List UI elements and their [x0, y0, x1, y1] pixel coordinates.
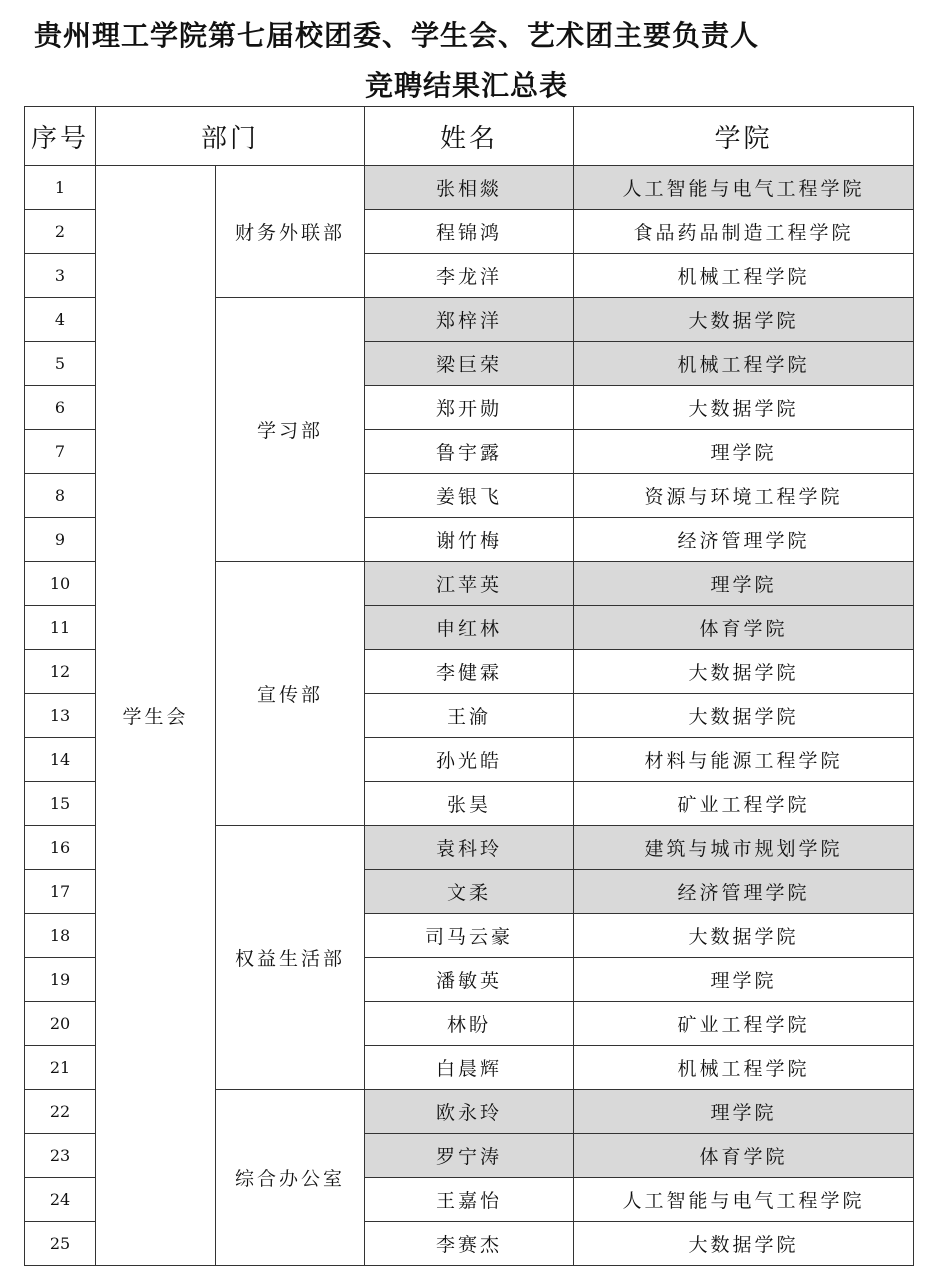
college-name: 人工智能与电气工程学院 — [574, 166, 914, 210]
person-name: 欧永玲 — [365, 1090, 574, 1134]
row-number: 2 — [25, 210, 96, 254]
table-header-row — [25, 107, 914, 166]
person-name: 申红林 — [365, 606, 574, 650]
row-number: 17 — [25, 870, 96, 914]
person-name: 谢竹梅 — [365, 518, 574, 562]
department-cell: 综合办公室 — [216, 1090, 365, 1266]
college-name: 经济管理学院 — [574, 870, 914, 914]
person-name: 张相燚 — [365, 166, 574, 210]
college-name: 矿业工程学院 — [574, 1002, 914, 1046]
college-name: 大数据学院 — [574, 694, 914, 738]
header-dept: 部门 — [96, 107, 365, 166]
person-name: 文柔 — [365, 870, 574, 914]
row-number: 19 — [25, 958, 96, 1002]
row-number: 23 — [25, 1134, 96, 1178]
college-name: 体育学院 — [574, 1134, 914, 1178]
person-name: 白晨辉 — [365, 1046, 574, 1090]
row-number: 21 — [25, 1046, 96, 1090]
person-name: 郑开勋 — [365, 386, 574, 430]
page-subtitle: 竞聘结果汇总表 — [364, 69, 568, 102]
header-name: 姓名 — [365, 107, 574, 166]
person-name: 李健霖 — [365, 650, 574, 694]
college-name: 矿业工程学院 — [574, 782, 914, 826]
row-number: 12 — [25, 650, 96, 694]
org-cell: 学生会 — [96, 166, 216, 1266]
college-name: 经济管理学院 — [574, 518, 914, 562]
college-name: 建筑与城市规划学院 — [574, 826, 914, 870]
person-name: 袁科玲 — [365, 826, 574, 870]
person-name: 张昊 — [365, 782, 574, 826]
college-name: 机械工程学院 — [574, 342, 914, 386]
college-name: 机械工程学院 — [574, 254, 914, 298]
college-name: 材料与能源工程学院 — [574, 738, 914, 782]
college-name: 机械工程学院 — [574, 1046, 914, 1090]
department-cell: 权益生活部 — [216, 826, 365, 1090]
college-name: 理学院 — [574, 430, 914, 474]
person-name: 程锦鸿 — [365, 210, 574, 254]
college-name: 人工智能与电气工程学院 — [574, 1178, 914, 1222]
header-no: 序号 — [25, 107, 96, 166]
person-name: 王嘉怡 — [365, 1178, 574, 1222]
row-number: 4 — [25, 298, 96, 342]
table-row — [25, 166, 914, 210]
department-cell: 宣传部 — [216, 562, 365, 826]
row-number: 13 — [25, 694, 96, 738]
row-number: 20 — [25, 1002, 96, 1046]
college-name: 理学院 — [574, 958, 914, 1002]
header-college: 学院 — [574, 107, 914, 166]
row-number: 14 — [25, 738, 96, 782]
row-number: 3 — [25, 254, 96, 298]
row-number: 15 — [25, 782, 96, 826]
person-name: 罗宁涛 — [365, 1134, 574, 1178]
department-cell: 财务外联部 — [216, 166, 365, 298]
college-name: 大数据学院 — [574, 298, 914, 342]
row-number: 18 — [25, 914, 96, 958]
person-name: 潘敏英 — [365, 958, 574, 1002]
row-number: 8 — [25, 474, 96, 518]
person-name: 司马云豪 — [365, 914, 574, 958]
person-name: 梁巨荣 — [365, 342, 574, 386]
person-name: 王渝 — [365, 694, 574, 738]
college-name: 食品药品制造工程学院 — [574, 210, 914, 254]
results-table — [24, 106, 914, 1266]
college-name: 大数据学院 — [574, 1222, 914, 1266]
row-number: 5 — [25, 342, 96, 386]
row-number: 10 — [25, 562, 96, 606]
row-number: 16 — [25, 826, 96, 870]
department-cell: 学习部 — [216, 298, 365, 562]
college-name: 大数据学院 — [574, 914, 914, 958]
college-name: 理学院 — [574, 562, 914, 606]
row-number: 1 — [25, 166, 96, 210]
row-number: 6 — [25, 386, 96, 430]
college-name: 理学院 — [574, 1090, 914, 1134]
row-number: 24 — [25, 1178, 96, 1222]
table-body — [25, 166, 914, 1266]
college-name: 大数据学院 — [574, 386, 914, 430]
page-title: 贵州理工学院第七届校团委、学生会、艺术团主要负责人 — [33, 19, 759, 52]
row-number: 25 — [25, 1222, 96, 1266]
person-name: 李龙洋 — [365, 254, 574, 298]
person-name: 林盼 — [365, 1002, 574, 1046]
row-number: 11 — [25, 606, 96, 650]
person-name: 郑梓洋 — [365, 298, 574, 342]
person-name: 江苹英 — [365, 562, 574, 606]
row-number: 7 — [25, 430, 96, 474]
person-name: 姜银飞 — [365, 474, 574, 518]
row-number: 9 — [25, 518, 96, 562]
college-name: 资源与环境工程学院 — [574, 474, 914, 518]
college-name: 体育学院 — [574, 606, 914, 650]
person-name: 孙光皓 — [365, 738, 574, 782]
row-number: 22 — [25, 1090, 96, 1134]
person-name: 鲁宇露 — [365, 430, 574, 474]
college-name: 大数据学院 — [574, 650, 914, 694]
person-name: 李赛杰 — [365, 1222, 574, 1266]
